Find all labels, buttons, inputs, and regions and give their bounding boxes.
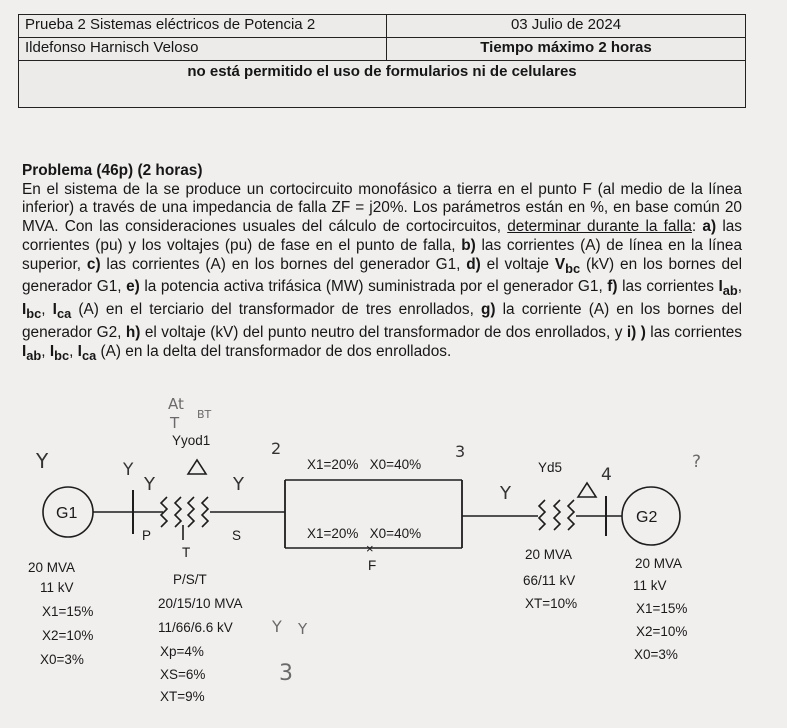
g1-param-5: X0=3% <box>40 652 84 667</box>
t3-param-1: P/S/T <box>173 572 207 587</box>
task-underline: determinar durante la falla <box>507 218 692 236</box>
hand-note-question: ? <box>692 452 702 472</box>
t3-param-2: 20/15/10 MVA <box>158 596 243 611</box>
bus-3-label: 3 <box>455 442 466 461</box>
time-limit: Tiempo máximo 2 horas <box>480 39 652 56</box>
t3-t-label: T <box>182 545 191 560</box>
g1-param-4: X2=10% <box>42 628 94 643</box>
hand-note-y-g1: Y <box>36 449 49 473</box>
bus-2-label: 2 <box>271 439 282 458</box>
hand-note-y-p2: Y <box>144 474 155 495</box>
hand-note-4: 4 <box>601 465 612 485</box>
g2-param-4: X2=10% <box>636 624 688 639</box>
t3-connection: Yyod1 <box>172 433 211 448</box>
hand-note-y-1: Y <box>272 617 282 636</box>
g2-param-3: X1=15% <box>636 601 688 616</box>
svg-text:×: × <box>366 541 374 556</box>
t2-connection: Yd5 <box>538 460 563 475</box>
rules-note: no está permitido el uso de formularios ni de celulares <box>187 63 577 80</box>
t3-param-4: Xp=4% <box>160 644 204 659</box>
t3-p-label: P <box>142 528 152 543</box>
hand-note-t: T <box>170 414 180 432</box>
hand-note-3: 3 <box>279 661 293 686</box>
g1-param-3: X1=15% <box>42 604 94 619</box>
t2-param-3: XT=10% <box>525 596 578 611</box>
t3-coil-s <box>202 497 208 527</box>
line-top-params: X1=20% X0=40% <box>307 457 422 472</box>
t2-coil-2 <box>554 500 560 530</box>
fault-label: F <box>368 558 377 573</box>
line-bottom-params: X1=20% X0=40% <box>307 526 422 541</box>
t2-param-2: 66/11 kV <box>523 573 576 588</box>
exam-date: 03 Julio de 2024 <box>510 16 622 33</box>
t2-coil-1 <box>539 500 545 530</box>
t3-param-3: 11/66/6.6 kV <box>158 620 233 635</box>
problem-title: Problema (46p) (2 horas) <box>22 162 203 179</box>
author-name: Ildefonso Harnisch Veloso <box>19 38 387 60</box>
t3-param-6: XT=9% <box>160 689 205 704</box>
g1-param-1: 20 MVA <box>28 560 76 575</box>
g2-param-2: 11 kV <box>633 578 667 593</box>
course-title: Prueba 2 Sistemas eléctricos de Potencia 2 <box>19 15 387 37</box>
g1-label: G1 <box>56 505 78 522</box>
t3-coil-t <box>175 497 181 527</box>
delta-symbol <box>188 460 206 474</box>
g2-label: G2 <box>636 509 658 526</box>
hand-note-y-s: Y <box>233 474 244 495</box>
t3-coil-t2 <box>188 497 194 527</box>
problem-body: En el sistema de la se produce un cortocircuito monofásico a tierra en el punto F (al medio de la línea inferior) a través de una impedancia de falla ZF = j20%. Los parámetros están en %, en base común 20 MVA. Con las consideraciones usuales del cálculo de cortocircuitos, determinar durante la falla: a) las corrientes (pu) y los voltajes (pu) de fase en el punto de falla, b) las corrientes (A) de línea en la línea superior, c) las corrientes (A) en los bornes del generador G1, d) el voltaje $V_{bc}$ (kV) en los bornes del generador G1, e) la potencia activa trifásica (MW) suministrada por el generador G1, f) las corrientes $I_{ab}$, $I_{bc}$, $I_{ca}$ (A) en el terciario del transformador de tres enrollados, g) la corriente (A) en los bornes del generador G2, h) el voltaje (kV) del punto neutro del transformador de dos enrollados, y i) ) las corrientes $I_{ab}$, $I_{bc}$, $I_{ca}$ (A) en la delta del transformador de dos enrollados. <box>22 180 743 363</box>
g1-param-2: 11 kV <box>40 580 74 595</box>
hand-note-y-2: Y <box>298 620 308 638</box>
g2-param-1: 20 MVA <box>635 556 683 571</box>
hand-note-bt: BT <box>197 408 212 421</box>
t2-param-1: 20 MVA <box>525 547 573 562</box>
t3-s-label: S <box>232 528 242 543</box>
t2-delta-symbol <box>578 483 596 497</box>
hand-note-y-t2: Y <box>500 483 511 504</box>
hand-note-at: At <box>168 395 184 413</box>
t3-param-5: XS=6% <box>160 667 206 682</box>
t2-coil-3 <box>568 500 574 530</box>
g2-param-5: X0=3% <box>634 647 678 662</box>
hand-note-y-p: Y <box>123 460 134 480</box>
